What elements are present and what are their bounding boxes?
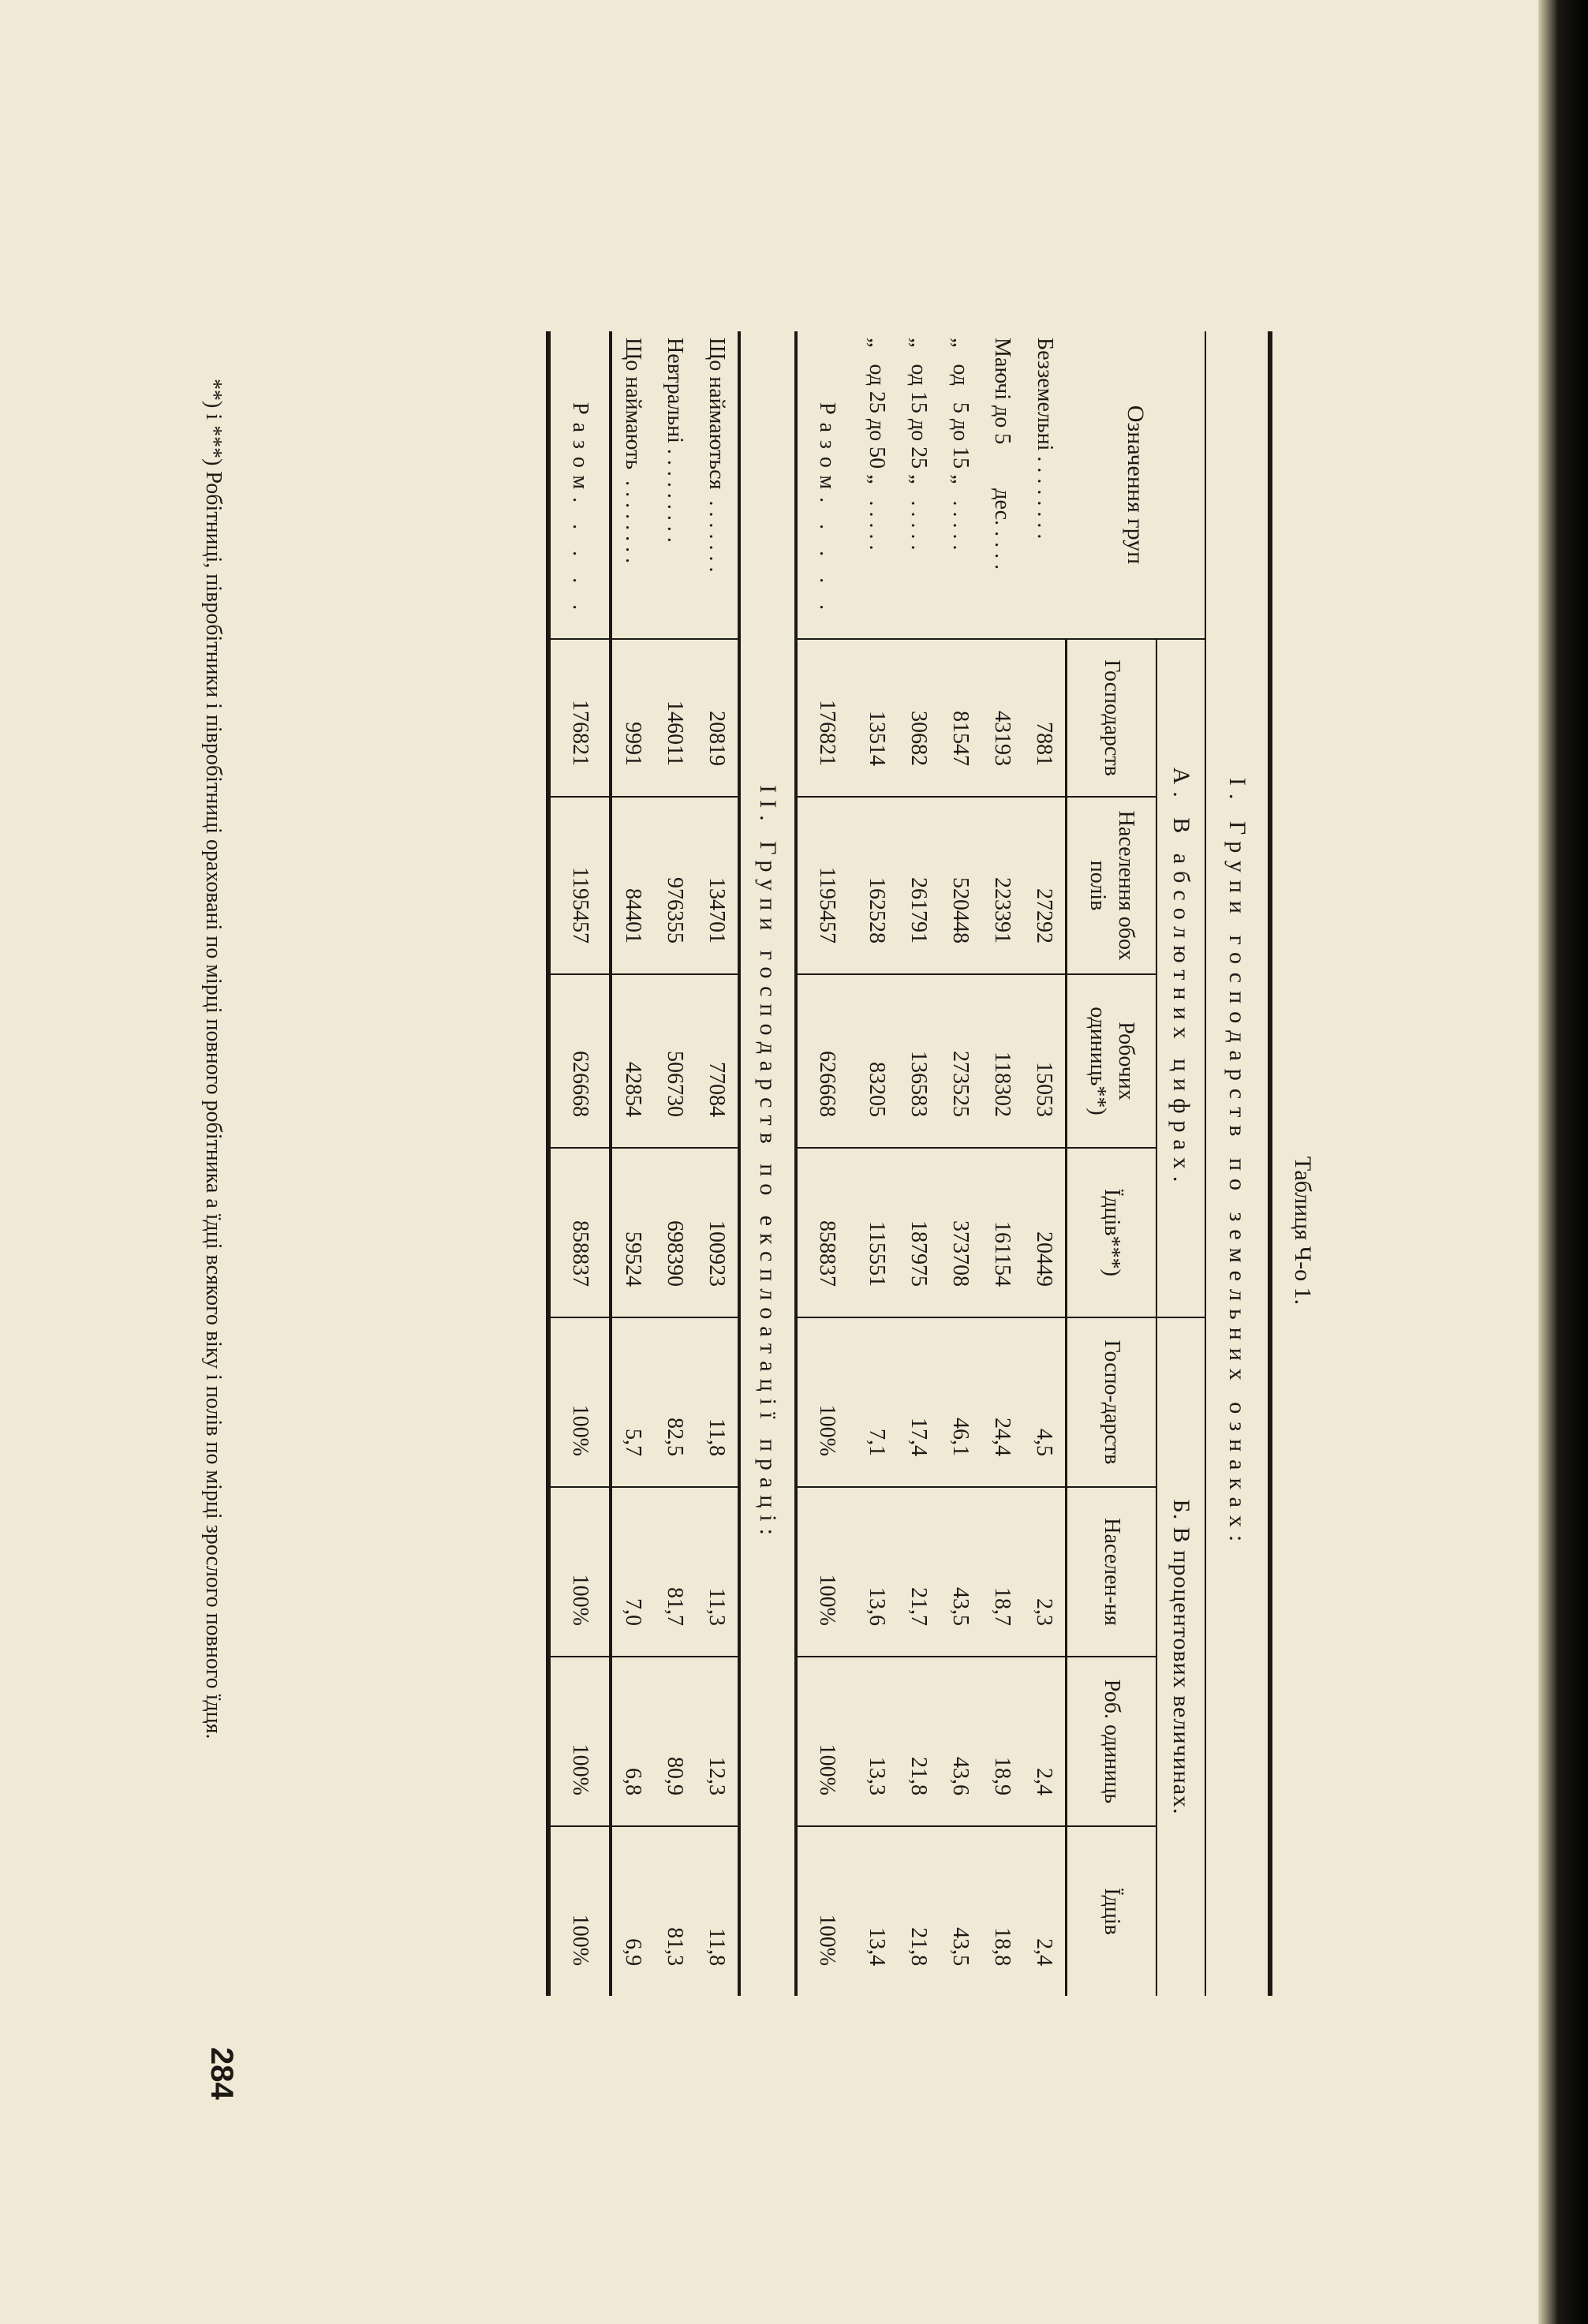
cell-pct-population: 7,0 [611, 1487, 654, 1657]
total-row [796, 331, 856, 1996]
cell-pct-eaters: 18,8 [981, 1826, 1023, 1996]
cell-pct-population: 2,3 [1023, 1487, 1067, 1657]
table-row [1023, 331, 1067, 1996]
cell-pct-eaters: 6,9 [611, 1826, 654, 1996]
row-label: Що наймають . . . . . . . . [611, 331, 654, 639]
cell-pct-eaters: 100% [796, 1826, 856, 1996]
cell-households: 176821 [548, 639, 611, 797]
header-pct-eaters: Їдців [1067, 1826, 1157, 1996]
header-group-name: Означення груп [1067, 331, 1206, 639]
header-workers: Робочих одиниць**) [1067, 974, 1157, 1148]
statistics-table [546, 331, 1272, 1996]
cell-pct-workers: 12,3 [696, 1657, 739, 1826]
cell-households: 13514 [856, 639, 898, 797]
table-caption: Таблиця Ч-о 1. [1290, 1156, 1316, 1306]
cell-households: 30682 [898, 639, 940, 797]
cell-pct-households: 46,1 [940, 1317, 981, 1487]
cell-pct-households: 100% [548, 1317, 611, 1487]
cell-pct-population: 100% [796, 1487, 856, 1657]
cell-pct-eaters: 11,8 [696, 1826, 739, 1996]
header-eaters: Їдців***) [1067, 1148, 1157, 1317]
cell-workers: 83205 [856, 974, 898, 1148]
cell-population: 1195457 [548, 797, 611, 974]
table-row [898, 331, 940, 1996]
cell-workers: 626668 [796, 974, 856, 1148]
row-label: Маючі до 5 дес. . . . . [981, 331, 1023, 639]
table-row [696, 331, 739, 1996]
cell-pct-eaters: 2,4 [1023, 1826, 1067, 1996]
cell-workers: 77084 [696, 974, 739, 1148]
cell-population: 134701 [696, 797, 739, 974]
cell-workers: 136583 [898, 974, 940, 1148]
row-label: Невтральні . . . . . . . . . [654, 331, 696, 639]
cell-population: 27292 [1023, 797, 1067, 974]
total-label: Разом. . . . . [548, 331, 611, 639]
cell-pct-households: 4,5 [1023, 1317, 1067, 1487]
table-row [981, 331, 1023, 1996]
table-row [856, 331, 898, 1996]
header-households: Господарств [1067, 639, 1157, 797]
cell-eaters: 59524 [611, 1148, 654, 1317]
cell-pct-eaters: 21,8 [898, 1826, 940, 1996]
cell-pct-population: 13,6 [856, 1487, 898, 1657]
cell-workers: 42854 [611, 974, 654, 1148]
cell-pct-workers: 100% [796, 1657, 856, 1826]
cell-eaters: 698390 [654, 1148, 696, 1317]
footnote: **) і ***) Робітниці, півробітники і півробітниці ораховані по мірці повного робітника а їдці всякого віку і полів по мірці зрослого повного їдця. [201, 379, 226, 1739]
header-population: Населення обох полів [1067, 797, 1157, 974]
cell-pct-households: 17,4 [898, 1317, 940, 1487]
cell-pct-workers: 6,8 [611, 1657, 654, 1826]
cell-eaters: 858837 [796, 1148, 856, 1317]
cell-workers: 273525 [940, 974, 981, 1148]
cell-households: 176821 [796, 639, 856, 797]
cell-pct-workers: 100% [548, 1657, 611, 1826]
cell-population: 223391 [981, 797, 1023, 974]
cell-population: 162528 [856, 797, 898, 974]
cell-households: 20819 [696, 639, 739, 797]
cell-eaters: 161154 [981, 1148, 1023, 1317]
cell-pct-population: 100% [548, 1487, 611, 1657]
cell-households: 146011 [654, 639, 696, 797]
cell-eaters: 373708 [940, 1148, 981, 1317]
cell-eaters: 115551 [856, 1148, 898, 1317]
row-label: „ од 5 до 15 „ . . . . . [940, 331, 981, 639]
cell-pct-workers: 18,9 [981, 1657, 1023, 1826]
header-pct-population: Населен-ня [1067, 1487, 1157, 1657]
cell-workers: 118302 [981, 974, 1023, 1148]
cell-pct-population: 18,7 [981, 1487, 1023, 1657]
cell-eaters: 20449 [1023, 1148, 1067, 1317]
header-pct-workers: Роб. одиниць [1067, 1657, 1157, 1826]
cell-pct-workers: 13,3 [856, 1657, 898, 1826]
section-ii-title: II. Групи господарств по експлоатації праці: [739, 331, 796, 1996]
cell-pct-households: 7,1 [856, 1317, 898, 1487]
cell-pct-households: 100% [796, 1317, 856, 1487]
row-label: „ од 25 до 50 „ . . . . . [856, 331, 898, 639]
cell-households: 9991 [611, 639, 654, 797]
cell-workers: 506730 [654, 974, 696, 1148]
cell-population: 1195457 [796, 797, 856, 974]
cell-pct-population: 43,5 [940, 1487, 981, 1657]
cell-eaters: 858837 [548, 1148, 611, 1317]
cell-pct-eaters: 100% [548, 1826, 611, 1996]
cell-pct-eaters: 13,4 [856, 1826, 898, 1996]
cell-eaters: 187975 [898, 1148, 940, 1317]
cell-workers: 15053 [1023, 974, 1067, 1148]
header-pct-households: Госпо-дарств [1067, 1317, 1157, 1487]
table-row [940, 331, 981, 1996]
cell-population: 84401 [611, 797, 654, 974]
cell-population: 261791 [898, 797, 940, 974]
cell-pct-workers: 43,6 [940, 1657, 981, 1826]
total-row [548, 331, 611, 1996]
total-label: Разом. . . . . [796, 331, 856, 639]
cell-pct-eaters: 81,3 [654, 1826, 696, 1996]
page-number: 284 [204, 2047, 239, 2100]
cell-households: 7881 [1023, 639, 1067, 797]
cell-pct-workers: 2,4 [1023, 1657, 1067, 1826]
cell-eaters: 100923 [696, 1148, 739, 1317]
table-row [611, 331, 654, 1996]
cell-pct-households: 5,7 [611, 1317, 654, 1487]
cell-pct-workers: 80,9 [654, 1657, 696, 1826]
cell-population: 520448 [940, 797, 981, 974]
cell-pct-households: 24,4 [981, 1317, 1023, 1487]
section-b-title: Б. В процентових величинах. [1156, 1317, 1205, 1996]
cell-pct-population: 81,7 [654, 1487, 696, 1657]
cell-pct-households: 11,8 [696, 1317, 739, 1487]
cell-households: 81547 [940, 639, 981, 797]
table-row [654, 331, 696, 1996]
cell-pct-eaters: 43,5 [940, 1826, 981, 1996]
cell-population: 976355 [654, 797, 696, 974]
row-label: Безземельні . . . . . . . . [1023, 331, 1067, 639]
cell-households: 43193 [981, 639, 1023, 797]
row-label: Що наймаються . . . . . . . [696, 331, 739, 639]
cell-workers: 626668 [548, 974, 611, 1148]
cell-pct-population: 11,3 [696, 1487, 739, 1657]
cell-pct-workers: 21,8 [898, 1657, 940, 1826]
table-title: I. Групи господарств по земельних ознаках: [1205, 331, 1270, 1996]
section-a-title: А. В абсолютних цифрах. [1156, 639, 1205, 1317]
cell-pct-population: 21,7 [898, 1487, 940, 1657]
cell-pct-households: 82,5 [654, 1317, 696, 1487]
row-label: „ од 15 до 25 „ . . . . . [898, 331, 940, 639]
